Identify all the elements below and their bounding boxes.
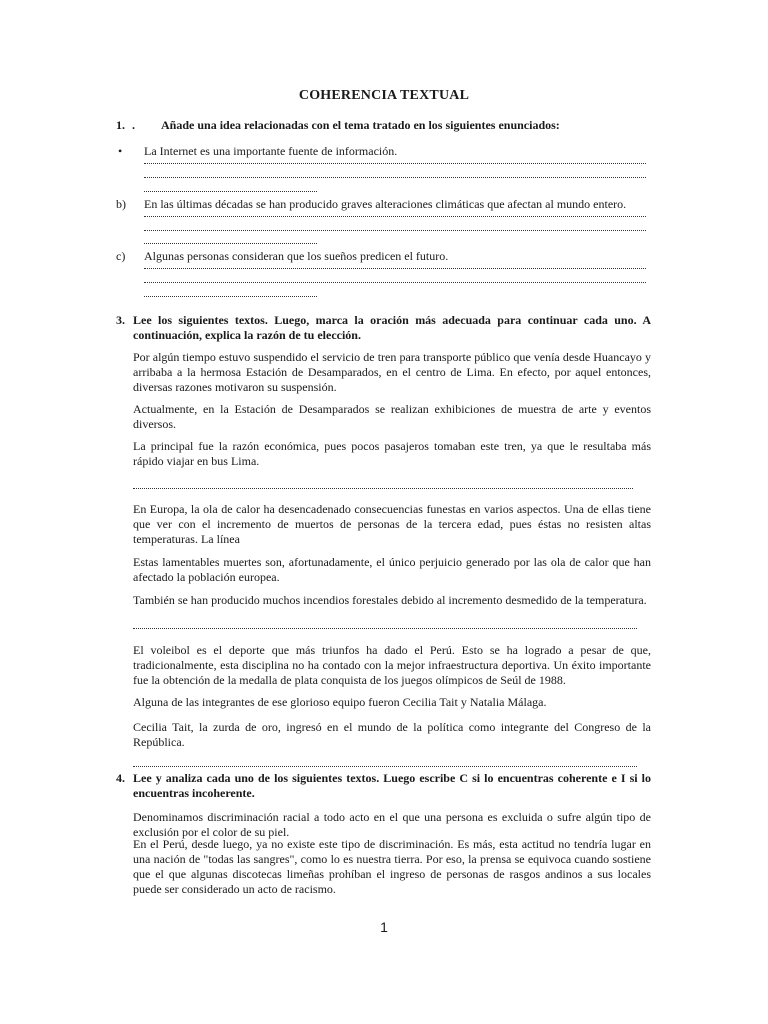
q3-text-1-answer-line[interactable] bbox=[133, 488, 633, 489]
q1-item-a-answer-line-1[interactable] bbox=[144, 163, 646, 164]
page-number: 1 bbox=[380, 919, 388, 935]
q1-item-a-text: La Internet es una importante fuente de información. bbox=[144, 144, 398, 158]
q3-text-3-option-a[interactable]: Alguna de las integrantes de ese glorioso equipo fueron Cecilia Tait y Natalia Málaga. bbox=[133, 695, 547, 709]
q1-item-b-answer-line-3[interactable] bbox=[144, 243, 317, 244]
q3-text-1-option-a[interactable]: Actualmente, en la Estación de Desamparados se realizan exhibiciones de muestra de arte y eventos diversos. bbox=[133, 402, 651, 431]
q3-text-2-answer-line[interactable] bbox=[133, 628, 637, 629]
q1-number: 1. bbox=[116, 118, 125, 132]
q3-text-3-option-b[interactable]: Cecilia Tait, la zurda de oro, ingresó en el mundo de la política como integrante del Congreso de la República. bbox=[133, 720, 651, 749]
q1-instruction: Añade una idea relacionadas con el tema tratado en los siguientes enunciados: bbox=[161, 118, 560, 132]
q3-number: 3. bbox=[116, 313, 125, 327]
q1-item-a-marker: • bbox=[118, 144, 123, 158]
q3-text-2-passage: En Europa, la ola de calor ha desencadenado consecuencias funestas en varios aspectos. Una de ellas tiene que ver con el incremento de muertos de personas de la tercera edad, pues éstas no resisten altas temperaturas. La línea bbox=[133, 502, 651, 546]
q1-item-c-answer-line-2[interactable] bbox=[144, 282, 646, 283]
q4-paragraph-1: Denominamos discriminación racial a todo acto en el que una persona es excluida o sufre algún tipo de exclusión por el color de su piel. bbox=[133, 810, 651, 839]
q1-item-b-text: En las últimas décadas se han producido graves alteraciones climáticas que afectan al mundo entero. bbox=[144, 197, 627, 211]
q1-item-a-answer-line-2[interactable] bbox=[144, 177, 646, 178]
q3-text-1-passage: Por algún tiempo estuvo suspendido el servicio de tren para transporte público que venía desde Huancayo y arribaba a la hermosa Estación de Desamparados, en el centro de Lima. En efecto, por aquel entonces, diversas razones motivaron su suspensión. bbox=[133, 350, 651, 394]
page-title: COHERENCIA TEXTUAL bbox=[298, 88, 470, 103]
q3-text-1-option-b[interactable]: La principal fue la razón económica, pues pocos pasajeros tomaban este tren, ya que le resultaba más rápido viajar en bus Lima. bbox=[133, 439, 651, 468]
q1-item-b-answer-line-1[interactable] bbox=[144, 216, 646, 217]
q4-paragraph-2: En el Perú, desde luego, ya no existe este tipo de discriminación. Es más, esta actitud no tendría lugar en una nación de "todas las sangres", como lo es nuestra tierra. Por eso, la prensa se equivoca cuando sostiene que el que algunas discotecas limeñas prohíban el ingreso de personas de rasgos andinos a sus locales puede ser considerado un acto de racismo. bbox=[133, 837, 651, 896]
q3-text-2-option-a[interactable]: Estas lamentables muertes son, afortunadamente, el único perjuicio generado por las ola de calor que han afectado la población europea. bbox=[133, 555, 651, 584]
q1-item-b-answer-line-2[interactable] bbox=[144, 230, 646, 231]
q3-text-2-option-b[interactable]: También se han producido muchos incendios forestales debido al incremento desmedido de la temperatura. bbox=[133, 593, 647, 607]
q1-item-a-answer-line-3[interactable] bbox=[144, 191, 317, 192]
q3-text-3-passage: El voleibol es el deporte que más triunfos ha dado el Perú. Esto se ha logrado a pesar de que, tradicionalmente, esta disciplina no ha contado con la mejor infraestructura deportiva. Un éxito importante fue la obtención de la medalla de plata conquista de los juegos olímpicos de Seúl de 1988. bbox=[133, 643, 651, 687]
q1-item-b-marker: b) bbox=[116, 197, 126, 211]
q1-item-c-answer-line-3[interactable] bbox=[144, 296, 317, 297]
q4-instruction: Lee y analiza cada uno de los siguientes textos. Luego escribe C si lo encuentras coherente e I si lo encuentras incoherente. bbox=[133, 771, 651, 800]
q3-instruction: Lee los siguientes textos. Luego, marca la oración más adecuada para continuar cada uno. A continuación, explica la razón de tu elección. bbox=[133, 313, 651, 342]
q1-item-c-answer-line-1[interactable] bbox=[144, 268, 646, 269]
q4-number: 4. bbox=[116, 771, 125, 785]
q3-text-3-answer-line[interactable] bbox=[133, 766, 637, 767]
q1-item-c-text: Algunas personas consideran que los sueños predicen el futuro. bbox=[144, 249, 449, 263]
q1-item-c-marker: c) bbox=[116, 249, 126, 263]
q1-dot: . bbox=[132, 118, 135, 132]
